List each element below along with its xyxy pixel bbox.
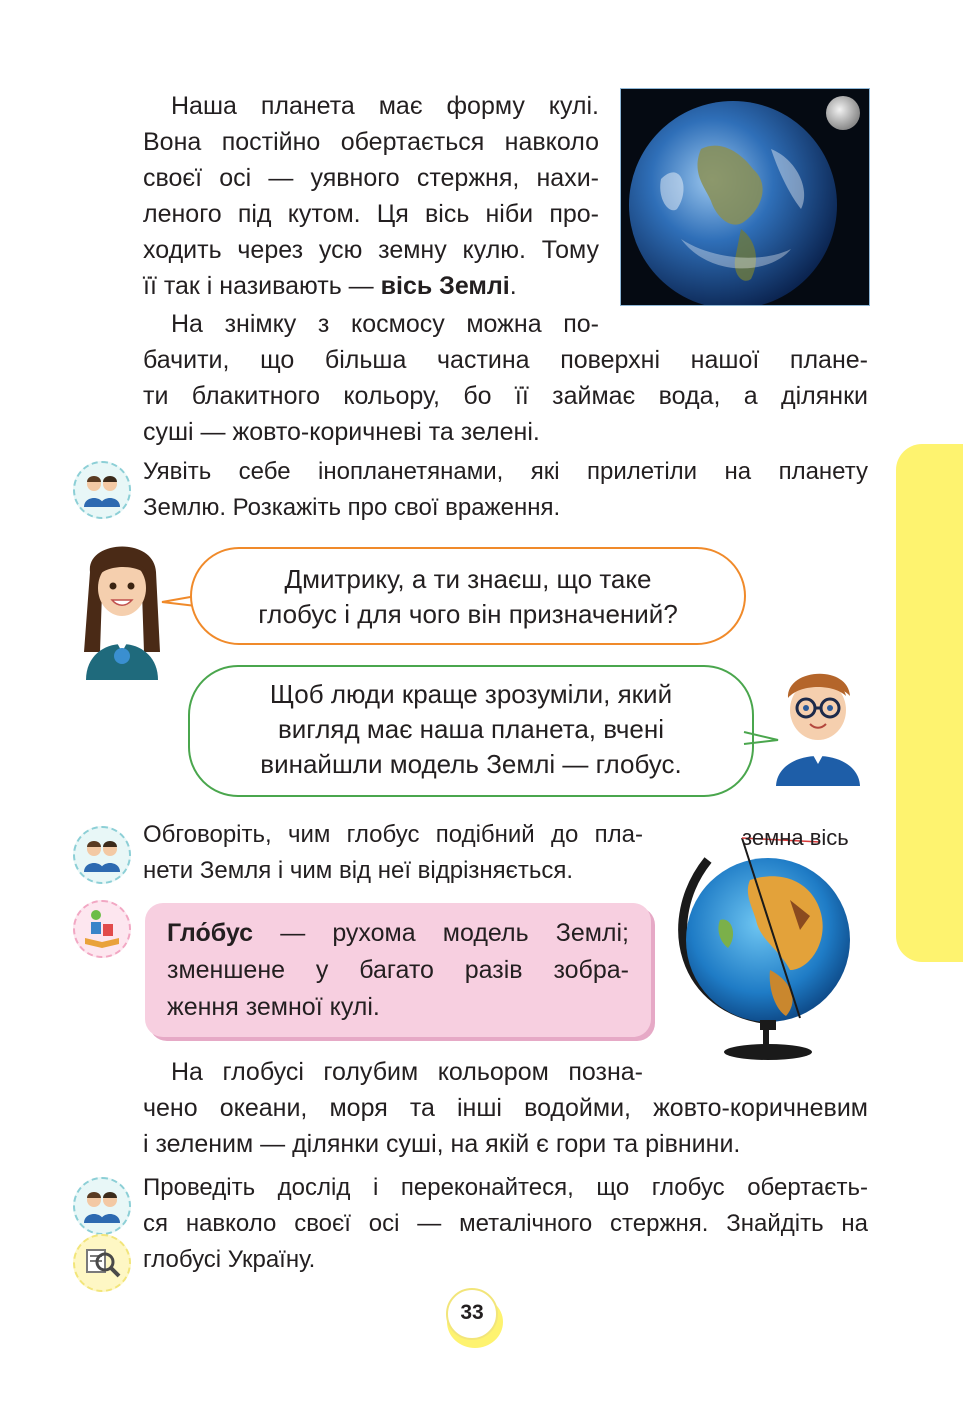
space-line: ти блакитного кольору, бо її займає вода, а ділянки	[143, 382, 868, 410]
definition-text	[167, 915, 629, 1026]
intro-paragraph-body	[143, 124, 599, 304]
globe-illustration	[660, 820, 870, 1060]
girl-speech-bubble	[190, 547, 746, 645]
chapter-side-tab	[896, 444, 963, 962]
intro-line: ходить через усю земну кулю. Тому	[143, 236, 599, 264]
intro-last-line	[143, 268, 599, 304]
task-experiment	[143, 1170, 868, 1278]
definition-line: ження земної кулі.	[167, 993, 380, 1021]
page-number: 33	[446, 1288, 498, 1340]
task-compare-globe	[143, 817, 643, 889]
girl-avatar-icon	[72, 532, 172, 680]
intro-line: Вона постійно обертається навколо	[143, 128, 599, 156]
globe-icon	[660, 820, 870, 1060]
space-paragraph-first	[143, 306, 599, 342]
dictionary-icon	[73, 900, 131, 958]
pair-work-icon-2	[73, 826, 131, 884]
space-line: бачити, що більша частина поверхні нашої плане-	[143, 346, 868, 374]
intro-paragraph	[143, 88, 599, 124]
globe-line: На глобусі голубим кольором позна-	[171, 1058, 643, 1086]
intro-line: Наша планета має форму кулі.	[171, 92, 599, 120]
pair-work-icon	[73, 461, 131, 519]
globe-paragraph-first	[143, 1054, 643, 1090]
intro-line: леного під кутом. Ця вісь ніби про-	[143, 200, 599, 228]
boy-speech-line: Щоб люди краще зрозуміли, який	[269, 679, 673, 709]
definition-line: зменшене у багато разів зобра-	[167, 956, 629, 984]
research-icon	[73, 1234, 131, 1292]
boy-speech-line: вигляд має наша планета, вчені	[277, 714, 665, 744]
intro-last-punct: .	[509, 272, 517, 300]
task-imagine-aliens	[143, 454, 868, 526]
globe-line: чено океани, моря та інші водойми, жовто-коричневим	[143, 1094, 868, 1122]
task-line: глобусі Україну.	[143, 1246, 316, 1273]
boy-speech-bubble	[188, 665, 754, 797]
task-line: Проведіть дослід і переконайтеся, що глобус обертаєть-	[143, 1174, 868, 1201]
earth-globe-image	[621, 89, 869, 305]
girl-speech-line: Дмитрику, а ти знаєш, що таке	[284, 564, 652, 594]
definition-line	[167, 915, 629, 952]
intro-line: своєї осі — уявного стержня, нахи-	[143, 164, 599, 192]
task-line: ся навколо своєї осі — металічного стержня. Знайдіть на	[143, 1210, 868, 1237]
task-line: нети Земля і чим від неї відрізняється.	[143, 857, 574, 884]
book-letters-icon	[75, 902, 129, 956]
children-pair-icon	[75, 463, 129, 517]
globe-paragraph	[143, 1090, 868, 1162]
term-earth-axis: вісь Землі	[380, 272, 510, 300]
children-pair-icon	[75, 828, 129, 882]
definition-line-text: — рухома модель Землі;	[253, 919, 629, 947]
task-line: Уявіть себе інопланетянами, які прилетіли на планету	[143, 458, 868, 485]
girl-speech-line: глобус і для чого він призначений?	[258, 599, 678, 629]
moon	[826, 96, 860, 130]
definition-term: Гло́бус	[167, 919, 254, 947]
magnifier-icon	[75, 1236, 129, 1290]
space-line: суші — жовто-коричневі та зелені.	[143, 418, 540, 446]
globe-line: і зеленим — ділянки суші, на якій є гори та рівнини.	[143, 1130, 741, 1158]
boy-speech-line: винайшли модель Землі — глобус.	[260, 749, 682, 779]
space-line: На знімку з космосу можна по-	[171, 310, 599, 338]
boy-avatar-icon	[768, 660, 868, 786]
pair-work-icon-3	[73, 1177, 131, 1235]
task-line: Обговоріть, чим глобус подібний до пла-	[143, 821, 643, 848]
children-pair-icon	[75, 1179, 129, 1233]
earth-from-space-photo	[620, 88, 870, 306]
definition-box	[145, 903, 651, 1037]
space-paragraph	[143, 342, 868, 450]
task-line: Землю. Розкажіть про свої враження.	[143, 494, 561, 521]
earth-axis-label: земна вісь	[742, 825, 849, 850]
girl-character	[72, 532, 172, 680]
intro-last-text: її так і називають —	[143, 272, 381, 300]
boy-character	[768, 660, 868, 786]
